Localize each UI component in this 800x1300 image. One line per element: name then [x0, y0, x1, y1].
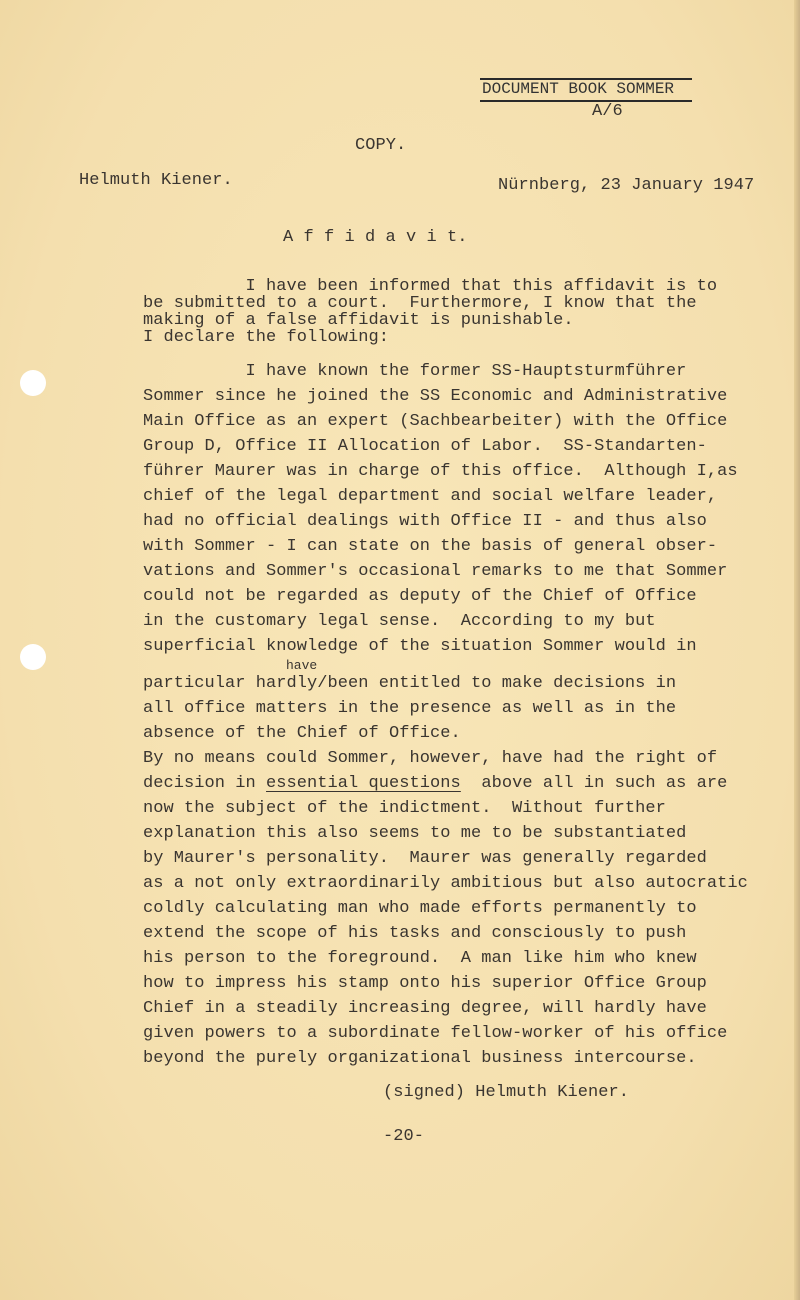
text-line: be submitted to a court. Furthermore, I know that the	[143, 294, 697, 313]
text-line: all office matters in the presence as well as in the	[143, 699, 677, 718]
text-line: particular hardly/been entitled to make decisions in	[143, 674, 677, 693]
text-line: as a not only extraordinarily ambitious but also autocratic	[143, 874, 748, 893]
stamp-text: DOCUMENT BOOK SOMMER	[482, 80, 675, 98]
text-line: by Maurer's personality. Maurer was generally regarded	[143, 849, 707, 868]
text-line: explanation this also seems to me to be substantiated	[143, 824, 687, 843]
underlined-phrase: essential questions	[266, 774, 461, 793]
text-line: extend the scope of his tasks and consciously to push	[143, 924, 687, 943]
text-line: beyond the purely organizational business intercourse.	[143, 1049, 697, 1068]
text-line: Main Office as an expert (Sachbearbeiter) with the Office	[143, 412, 728, 431]
text-line: chief of the legal department and social welfare leader,	[143, 487, 718, 506]
text-line: absence of the Chief of Office.	[143, 724, 461, 743]
signature-line: (signed) Helmuth Kiener.	[383, 1083, 630, 1102]
page-edge	[794, 0, 800, 1300]
text-line: vations and Sommer's occasional remarks to me that Sommer	[143, 562, 728, 581]
text-line: Chief in a steadily increasing degree, will hardly have	[143, 999, 707, 1018]
document-book-stamp	[480, 78, 692, 102]
text-line: his person to the foreground. A man like him who knew	[143, 949, 697, 968]
place-date: Nürnberg, 23 January 1947	[498, 176, 755, 195]
text-segment: decision in	[143, 774, 267, 793]
text-line: Group D, Office II Allocation of Labor. SS-Standarten-	[143, 437, 707, 456]
text-line: in the customary legal sense. According to my but	[143, 612, 656, 631]
punch-hole	[20, 370, 46, 396]
document-title: A f f i d a v i t.	[283, 228, 468, 247]
text-line: I have been informed that this affidavit is to	[143, 277, 718, 296]
text-line: superficial knowledge of the situation Sommer would in	[143, 637, 697, 656]
text-line: how to impress his stamp onto his superior Office Group	[143, 974, 707, 993]
copy-label: COPY.	[355, 136, 407, 155]
typed-insertion: have	[286, 658, 318, 673]
text-line: had no official dealings with Office II - and thus also	[143, 512, 707, 531]
text-line: given powers to a subordinate fellow-worker of his office	[143, 1024, 728, 1043]
text-line: making of a false affidavit is punishable.	[143, 311, 574, 330]
text-line-underlined	[143, 774, 727, 794]
text-segment: above all in such as are	[460, 774, 728, 793]
text-line: Sommer since he joined the SS Economic and Administrative	[143, 387, 728, 406]
exhibit-number: A/6	[592, 102, 623, 121]
text-line: with Sommer - I can state on the basis of general obser-	[143, 537, 718, 556]
text-line: now the subject of the indictment. Without further	[143, 799, 666, 818]
text-line: führer Maurer was in charge of this office. Although I,as	[143, 462, 738, 481]
text-line: I declare the following:	[143, 328, 390, 347]
text-line: By no means could Sommer, however, have had the right of	[143, 749, 718, 768]
author-name: Helmuth Kiener.	[79, 171, 233, 190]
text-line: coldly calculating man who made efforts permanently to	[143, 899, 697, 918]
text-line: I have known the former SS-Hauptsturmführer	[143, 362, 687, 381]
text-line: could not be regarded as deputy of the Chief of Office	[143, 587, 697, 606]
punch-hole	[20, 644, 46, 670]
page-number: -20-	[383, 1127, 425, 1146]
